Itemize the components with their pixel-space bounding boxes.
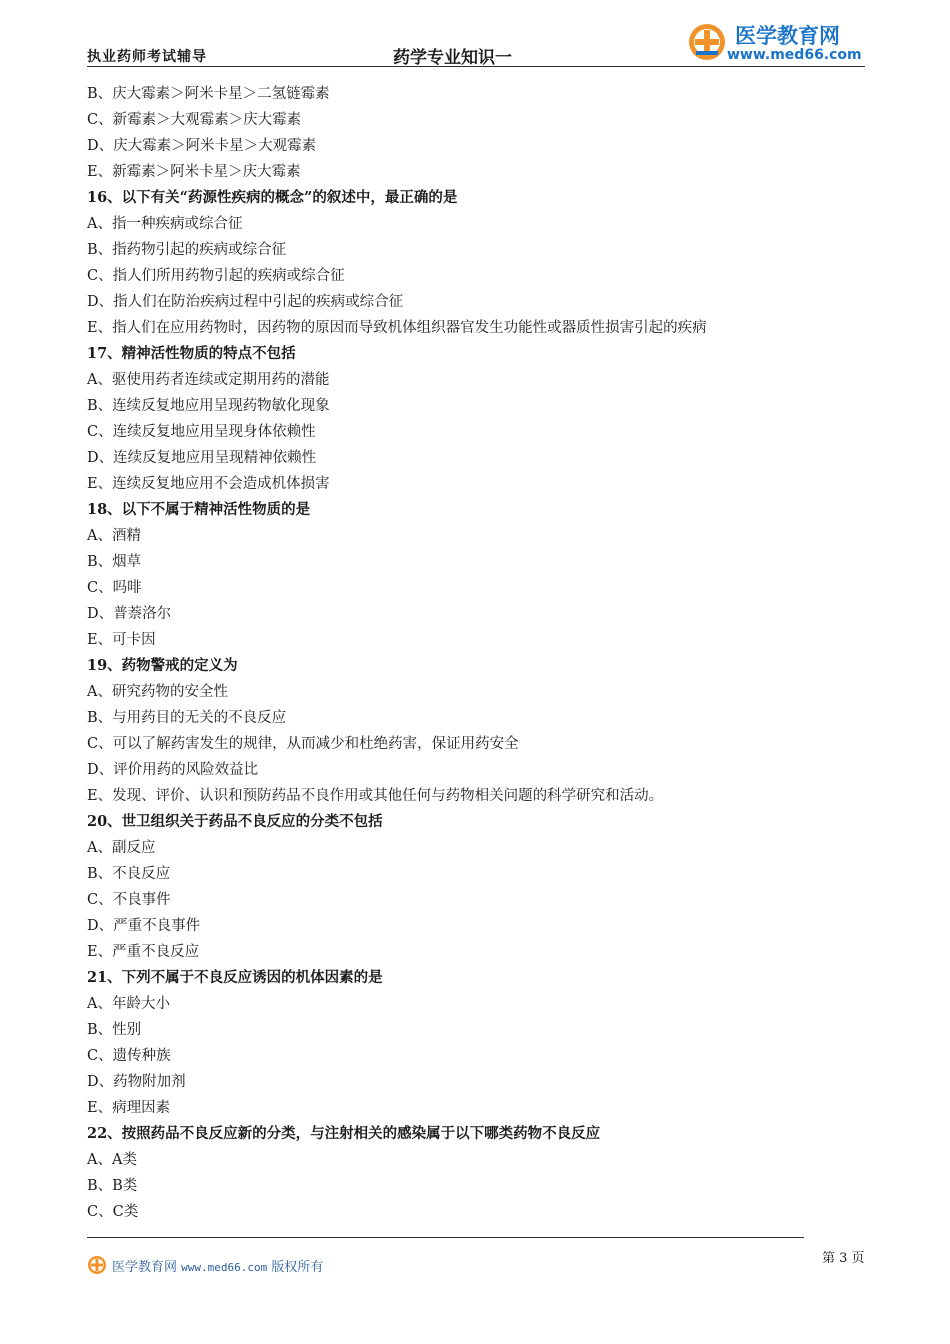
- logo-site-url: www.med66.com: [727, 47, 862, 63]
- footer-copyright: [112, 1256, 323, 1275]
- answer-option: C、C类: [87, 1204, 139, 1220]
- footer-divider: [87, 1237, 804, 1238]
- answer-option: B、性别: [87, 1022, 142, 1038]
- page-header: [87, 20, 865, 68]
- answer-option: C、吗啡: [87, 580, 142, 596]
- answer-option: E、病理因素: [87, 1100, 171, 1116]
- answer-option: A、A类: [87, 1152, 137, 1168]
- question-stem: 20、世卫组织关于药品不良反应的分类不包括: [87, 813, 383, 830]
- answer-option: B、与用药目的无关的不良反应: [87, 710, 287, 726]
- header-subject-title: 药学专业知识一: [393, 48, 512, 68]
- footer-rights: 版权所有: [271, 1260, 324, 1275]
- answer-option: B、连续反复地应用呈现药物敏化现象: [87, 398, 330, 414]
- answer-option: C、指人们所用药物引起的疾病或综合征: [87, 268, 345, 284]
- answer-option: C、新霉素＞大观霉素＞庆大霉素: [87, 112, 302, 128]
- question-stem: 18、以下不属于精神活性物质的是: [87, 501, 311, 518]
- header-divider: [87, 66, 865, 67]
- cross-circle-logo-icon: [687, 22, 727, 62]
- answer-option: A、酒精: [87, 528, 141, 544]
- answer-option: A、研究药物的安全性: [87, 684, 228, 700]
- answer-option: E、新霉素＞阿米卡星＞庆大霉素: [87, 164, 301, 180]
- answer-option: C、可以了解药害发生的规律，从而减少和杜绝药害，保证用药安全: [87, 736, 519, 752]
- question-list: [87, 81, 867, 1225]
- answer-option: E、严重不良反应: [87, 944, 200, 960]
- answer-option: D、连续反复地应用呈现精神依赖性: [87, 450, 317, 466]
- cross-circle-logo-icon: [87, 1255, 107, 1275]
- answer-option: C、不良事件: [87, 892, 171, 908]
- question-stem: 17、精神活性物质的特点不包括: [87, 345, 296, 362]
- answer-option: B、烟草: [87, 554, 142, 570]
- answer-option: E、可卡因: [87, 632, 156, 648]
- answer-option: A、副反应: [87, 840, 156, 856]
- answer-option: B、B类: [87, 1178, 138, 1194]
- answer-option: E、指人们在应用药物时，因药物的原因而导致机体组织器官发生功能性或器质性损害引起的疾病: [87, 320, 707, 336]
- answer-option: C、遗传种族: [87, 1048, 171, 1064]
- answer-option: B、指药物引起的疾病或综合征: [87, 242, 287, 258]
- header-course-label: 执业药师考试辅导: [87, 49, 207, 65]
- page-number: 第 3 页: [822, 1251, 865, 1266]
- answer-option: A、指一种疾病或综合征: [87, 216, 243, 232]
- answer-option: D、指人们在防治疾病过程中引起的疾病或综合征: [87, 294, 404, 310]
- question-stem: 22、按照药品不良反应新的分类，与注射相关的感染属于以下哪类药物不良反应: [87, 1125, 601, 1142]
- footer-site-url[interactable]: www.med66.com: [181, 1261, 268, 1274]
- question-stem: 16、以下有关“药源性疾病的概念”的叙述中，最正确的是: [87, 189, 458, 206]
- answer-option: D、评价用药的风险效益比: [87, 762, 259, 778]
- answer-option: D、庆大霉素＞阿米卡星＞大观霉素: [87, 138, 317, 154]
- answer-option: A、年龄大小: [87, 996, 170, 1012]
- answer-option: E、连续反复地应用不会造成机体损害: [87, 476, 330, 492]
- footer-site-name: 医学教育网: [112, 1260, 178, 1275]
- answer-option: E、发现、评价、认识和预防药品不良作用或其他任何与药物相关问题的科学研究和活动。: [87, 788, 664, 804]
- brand-logo[interactable]: [687, 20, 865, 64]
- logo-site-name: 医学教育网: [735, 24, 840, 48]
- answer-option: D、严重不良事件: [87, 918, 201, 934]
- answer-option: D、药物附加剂: [87, 1074, 186, 1090]
- answer-option: B、庆大霉素＞阿米卡星＞二氢链霉素: [87, 86, 330, 102]
- question-stem: 21、下列不属于不良反应诱因的机体因素的是: [87, 969, 383, 986]
- answer-option: C、连续反复地应用呈现身体依赖性: [87, 424, 316, 440]
- answer-option: B、不良反应: [87, 866, 171, 882]
- question-stem: 19、药物警戒的定义为: [87, 657, 238, 674]
- answer-option: D、普萘洛尔: [87, 606, 172, 622]
- answer-option: A、驱使用药者连续或定期用药的潜能: [87, 372, 330, 388]
